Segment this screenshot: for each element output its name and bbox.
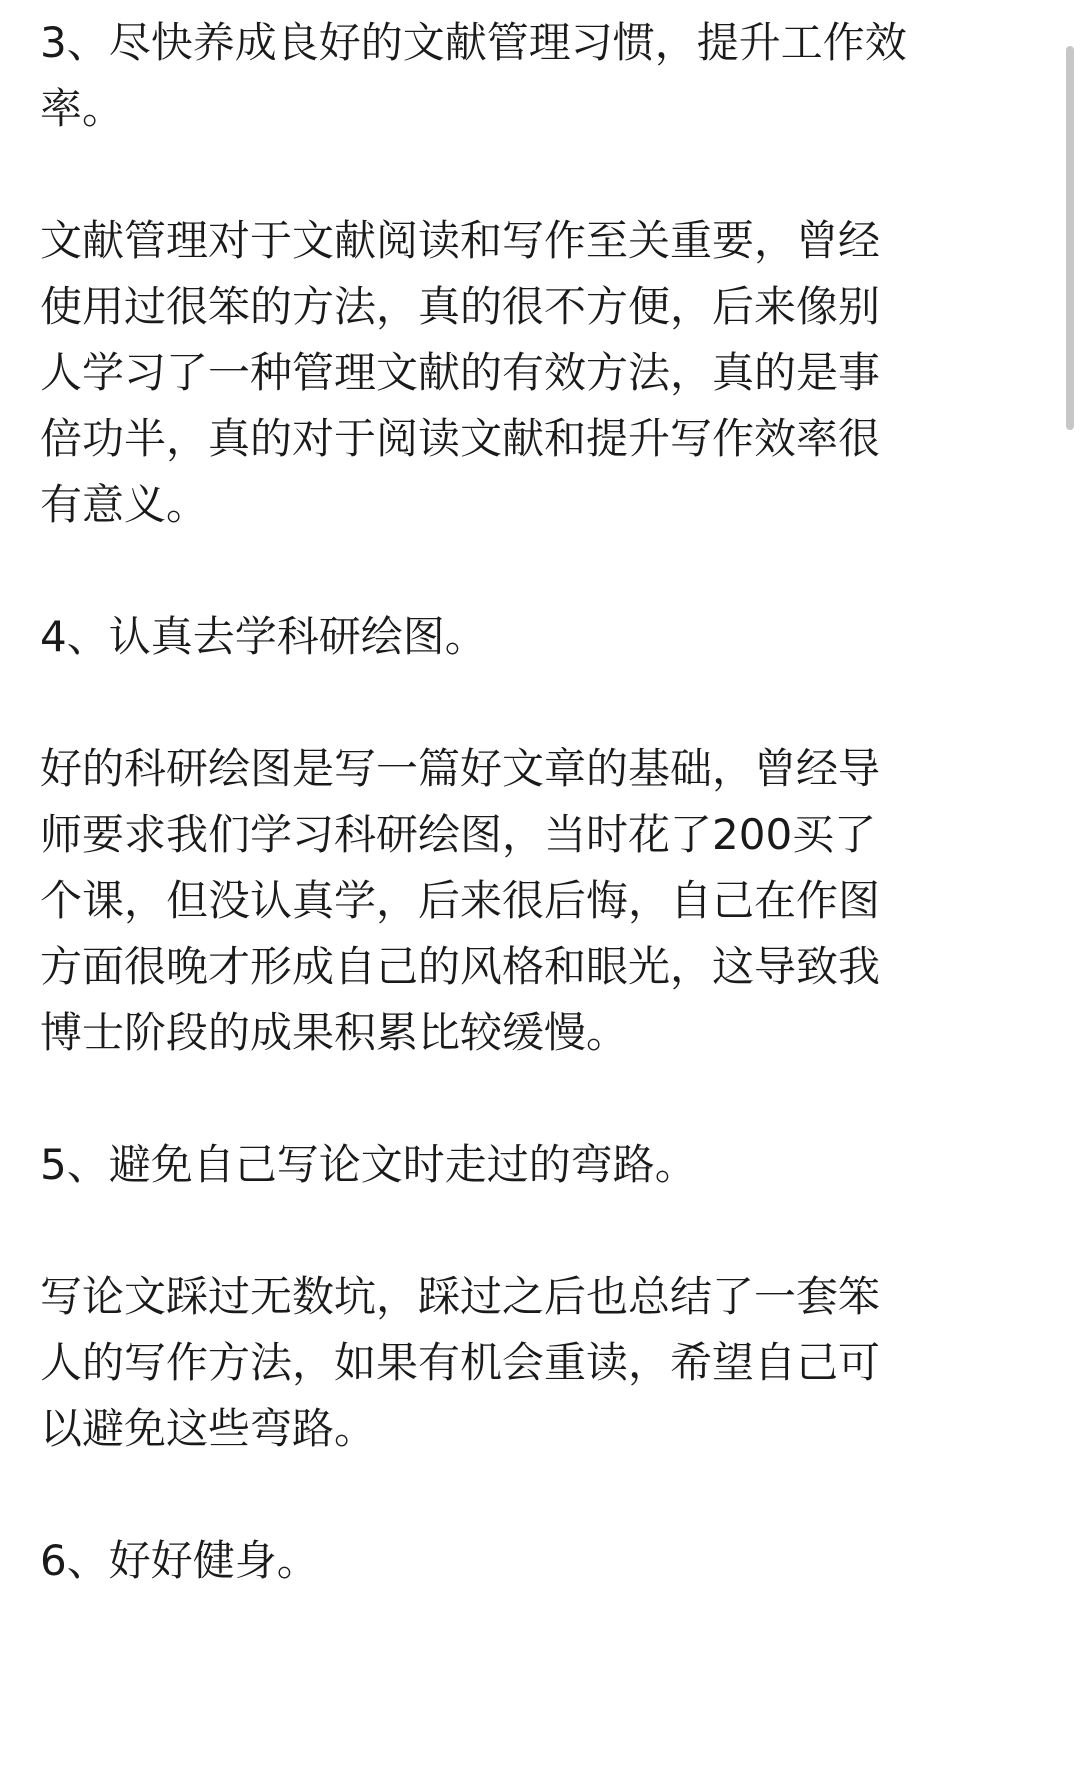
text-line: 人的写作方法，如果有机会重读，希望自己可 <box>40 1338 881 1387</box>
text-line: 4、认真去学科研绘图。 <box>40 612 487 661</box>
text-line: 使用过很笨的方法，真的很不方便，后来像别 <box>40 282 881 331</box>
text-line: 好的科研绘图是写一篇好文章的基础，曾经导 <box>40 744 881 793</box>
paragraph <box>40 208 920 538</box>
article-body <box>40 10 920 1594</box>
list-item-4-heading <box>40 604 920 670</box>
text-line: 师要求我们学习科研绘图，当时花了200买了 <box>40 810 877 859</box>
text-line: 率。 <box>40 84 125 133</box>
text-line: 5、避免自己写论文时走过的弯路。 <box>40 1140 697 1189</box>
vertical-scrollbar[interactable] <box>1060 0 1080 1786</box>
text-line: 人学习了一种管理文献的有效方法，真的是事 <box>40 348 881 397</box>
text-line: 文献管理对于文献阅读和写作至关重要，曾经 <box>40 216 881 265</box>
list-item-5-heading <box>40 1132 920 1198</box>
text-line: 有意义。 <box>40 480 209 529</box>
text-line: 以避免这些弯路。 <box>40 1404 377 1453</box>
text-line: 博士阶段的成果积累比较缓慢。 <box>40 1008 629 1057</box>
paragraph <box>40 1264 920 1462</box>
scrollbar-thumb[interactable] <box>1066 46 1074 430</box>
text-line: 方面很晚才形成自己的风格和眼光，这导致我 <box>40 942 881 991</box>
text-line: 倍功半，真的对于阅读文献和提升写作效率很 <box>40 414 881 463</box>
text-line: 个课，但没认真学，后来很后悔，自己在作图 <box>40 876 881 925</box>
text-line: 3、尽快养成良好的文献管理习惯，提升工作效 <box>40 18 907 67</box>
text-line: 写论文踩过无数坑，踩过之后也总结了一套笨 <box>40 1272 881 1321</box>
list-item-6-heading <box>40 1528 920 1594</box>
text-line: 6、好好健身。 <box>40 1536 319 1585</box>
list-item-3-heading <box>40 10 920 142</box>
paragraph <box>40 736 920 1066</box>
